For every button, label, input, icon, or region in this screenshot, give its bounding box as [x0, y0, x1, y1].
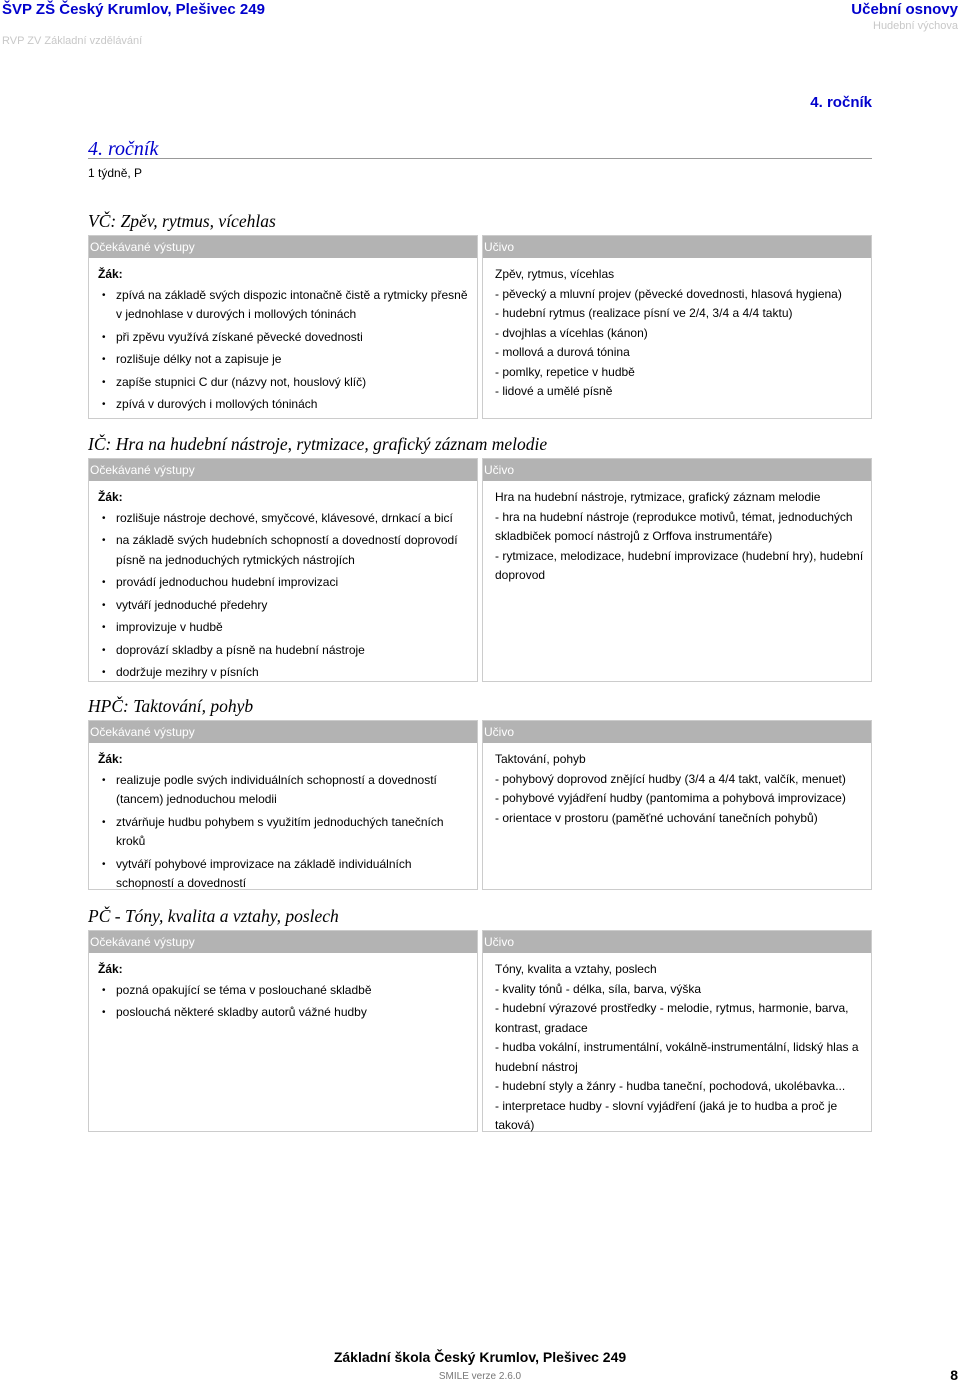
curriculum-column [482, 720, 872, 890]
section-ic [88, 433, 872, 682]
curriculum-column [482, 930, 872, 1132]
curriculum-line: - hra na hudební nástroje (reprodukce motivů, témat, jednoduchých skladbiček pomocí nástrojů z Orffova instrumentáře) [495, 509, 853, 543]
curriculum-line: Hra na hudební nástroje, rytmizace, grafický záznam melodie [495, 490, 821, 504]
section-title: IČ: Hra na hudební nástroje, rytmizace, grafický záznam melodie [88, 434, 548, 454]
outcome-item: • při zpěvu využívá získané pěvecké dovednosti [95, 328, 472, 348]
curriculum-line: - hudební styly a žánry - hudba taneční, pochodová, ukolébavka... [495, 1079, 846, 1093]
outcome-item: • ztvárňuje hudbu pohybem s využitím jednoduchých tanečních kroků [95, 813, 472, 852]
weekly-hours: 1 týdně, P [88, 166, 143, 180]
outcome-item: • na základě svých hudebních schopností a dovedností doprovodí písně na jednoduchých rytmických nástrojích [95, 531, 472, 570]
section-pc [88, 905, 872, 1132]
curriculum-line: - hudební rytmus (realizace písní ve 2/4, 3/4 a 4/4 taktu) [495, 306, 793, 320]
curriculum-line: - pěvecký a mluvní projev (pěvecké dovednosti, hlasová hygiena) [495, 286, 842, 301]
outcome-item: • zapíše stupnici C dur (názvy not, houslový klíč) [95, 373, 472, 393]
page-number: 8 [950, 1367, 958, 1383]
curriculum-line: Zpěv, rytmus, vícehlas [495, 267, 615, 281]
section-title: HPČ: Taktování, pohyb [88, 696, 254, 716]
outcome-item: • zpívá na základě svých dispozic intonačně čistě a rytmicky přesně v jednohlase v durových i mollových tóninách [95, 286, 472, 325]
section-vc [88, 210, 872, 419]
outcome-item: • dodržuje mezihry v písních [95, 663, 472, 683]
outcome-item: • rozlišuje délky not a zapisuje je [95, 350, 472, 370]
student-label: Žák: [98, 752, 123, 766]
outcome-item: • vytváří pohybové improvizace na základě individuálních schopností a dovedností [95, 855, 472, 894]
grade-label-top: 4. ročník [810, 94, 872, 111]
outcomes-header: Očekávané výstupy [89, 931, 477, 953]
outcomes-header: Očekávané výstupy [89, 721, 477, 743]
curriculum-column [482, 235, 872, 419]
curriculum-line: Tóny, kvalita a vztahy, poslech [495, 962, 657, 976]
section-title: VČ: Zpěv, rytmus, vícehlas [88, 211, 276, 231]
curriculum-line: - pohybové vyjádření hudby (pantomima a pohybová improvizace) [495, 791, 846, 805]
curriculum-header: Učivo [483, 721, 871, 743]
curriculum-column [482, 458, 872, 682]
footer-school-name: Základní škola Český Krumlov, Plešivec 249 [333, 1349, 627, 1365]
outcomes-header: Očekávané výstupy [89, 459, 477, 481]
outcome-item: • realizuje podle svých individuálních schopností a dovedností (tancem) jednoduchou melodii [95, 771, 472, 810]
curriculum-line: Taktování, pohyb [495, 752, 586, 766]
school-title: ŠVP ZŠ Český Krumlov, Plešivec 249 [2, 1, 265, 18]
section-title: PČ - Tóny, kvalita a vztahy, poslech [88, 906, 339, 926]
document-type-title: Učební osnovy [851, 1, 958, 18]
curriculum-line: - pohybový doprovod znějící hudby (3/4 a 4/4 takt, valčík, menuet) [495, 771, 846, 786]
curriculum-line: - dvojhlas a vícehlas (kánon) [495, 325, 648, 340]
curriculum-line: - kvality tónů - délka, síla, barva, výška [495, 981, 702, 996]
curriculum-header: Učivo [483, 236, 871, 258]
curriculum-line: - lidové a umělé písně [495, 384, 613, 398]
grade-heading: 4. ročník [88, 139, 872, 159]
curriculum-header: Učivo [483, 931, 871, 953]
outcome-item: • improvizuje v hudbě [95, 618, 472, 638]
outcome-item: • vytváří jednoduché předehry [95, 596, 472, 616]
curriculum-line: - rytmizace, melodizace, hudební improvizace (hudební hry), hudební doprovod [495, 548, 864, 582]
curriculum-line: - orientace v prostoru (paměťné uchování tanečních pohybů) [495, 810, 818, 825]
curriculum-line: - mollová a durová tónina [495, 345, 630, 359]
outcomes-column [88, 930, 478, 1132]
outcomes-column [88, 720, 478, 890]
outcome-item: • doprovází skladby a písně na hudební nástroje [95, 641, 472, 661]
section-hpc [88, 695, 872, 890]
curriculum-line: - hudba vokální, instrumentální, vokálně-instrumentální, lidský hlas a hudební nástroj [495, 1040, 859, 1074]
outcome-item: • rozlišuje nástroje dechové, smyčcové, klávesové, drnkací a bicí [95, 509, 472, 529]
student-label: Žák: [98, 267, 123, 281]
outcome-item: • provádí jednoduchou hudební improvizaci [95, 573, 472, 593]
outcome-item: • zpívá v durových i mollových tóninách [95, 395, 472, 415]
footer-version: SMILE verze 2.6.0 [438, 1371, 522, 1382]
framework-subtitle: RVP ZV Základní vzdělávání [2, 35, 143, 47]
student-label: Žák: [98, 490, 123, 504]
outcome-item: • poslouchá některé skladby autorů vážné hudby [95, 1003, 472, 1023]
curriculum-line: - interpretace hudby - slovní vyjádření (jaká je to hudba a proč je taková) [495, 1098, 838, 1132]
outcomes-header: Očekávané výstupy [89, 236, 477, 258]
outcome-item: • pozná opakující se téma v poslouchané skladbě [95, 981, 472, 1001]
curriculum-line: - hudební výrazové prostředky - melodie, rytmus, harmonie, barva, kontrast, gradace [495, 1001, 849, 1035]
student-label: Žák: [98, 962, 123, 976]
subject-subtitle: Hudební výchova [873, 20, 958, 32]
outcomes-column [88, 458, 478, 682]
outcomes-column [88, 235, 478, 419]
curriculum-header: Učivo [483, 459, 871, 481]
curriculum-line: - pomlky, repetice v hudbě [495, 364, 635, 379]
